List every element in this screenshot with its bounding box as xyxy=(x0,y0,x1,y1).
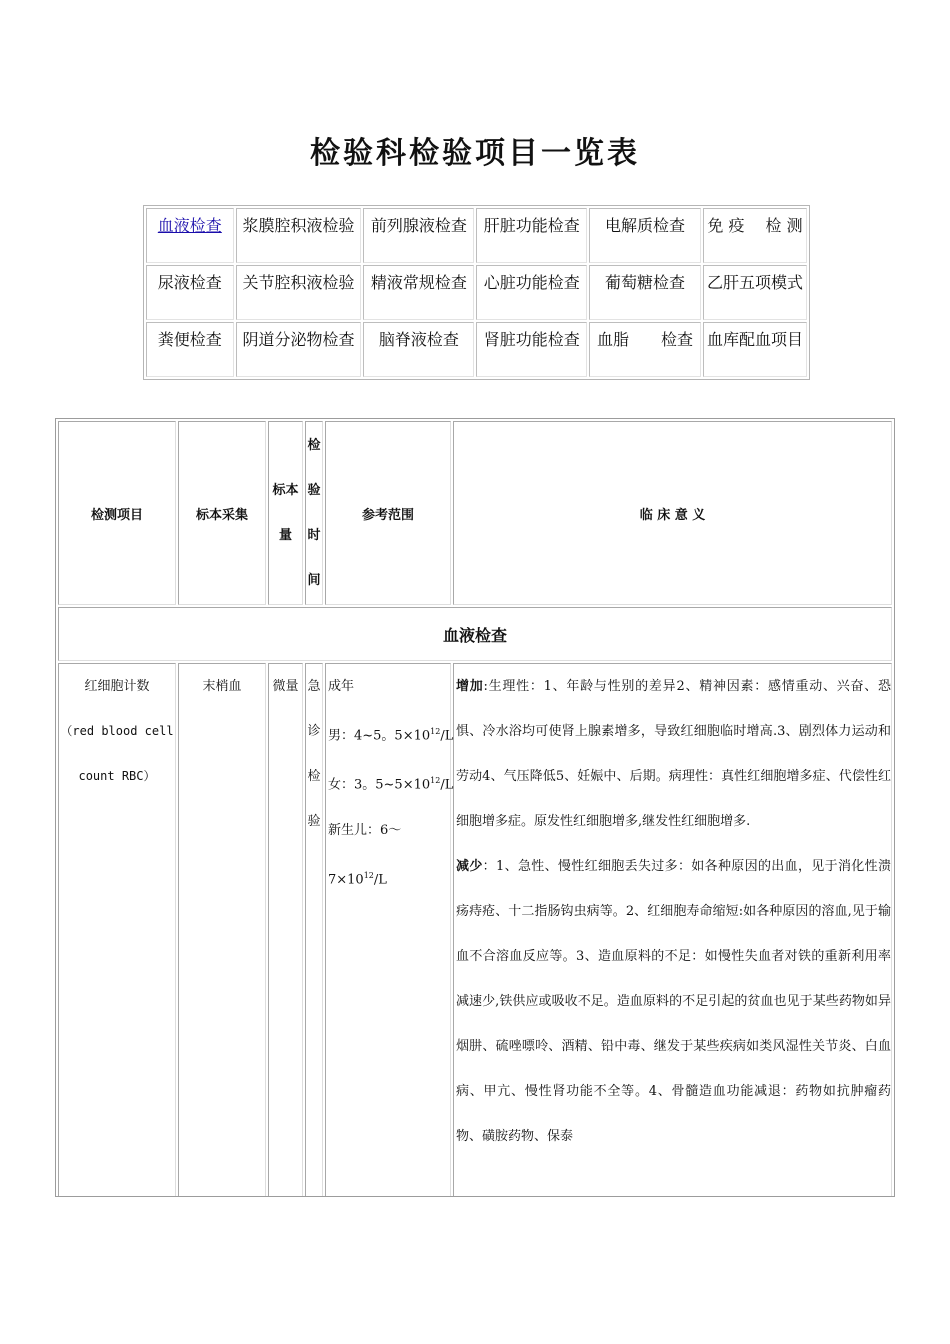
ref-newborn xyxy=(328,853,450,902)
header-qty xyxy=(268,421,303,605)
item-name-en: count RBC） xyxy=(78,769,156,783)
test-items-table xyxy=(55,418,895,1197)
index-cell: 肾脏功能检查 xyxy=(476,322,587,377)
header-item: 检测项目 xyxy=(58,421,176,605)
table-row xyxy=(58,663,892,1197)
clinical-decrease xyxy=(456,844,891,1159)
index-cell: 脑脊液检查 xyxy=(363,322,474,377)
header-time-char: 间 xyxy=(307,573,321,588)
increase-text: :生理性：1、年龄与性别的差异2、精神因素：感情重动、兴奋、恐惧、冷水浴均可使肾上腺素增多，导致红细胞临时增高.3、剧烈体力运动和劳动4、气压降低5、妊娠中、后期。病理性：真性红细胞增多症、代偿性红细胞增多症。原发性红细胞增多,继发性红细胞增多. xyxy=(456,679,891,829)
index-cell: 尿液检查 xyxy=(146,265,234,320)
index-cell: 前列腺液检查 xyxy=(363,208,474,263)
index-cell: 肝脏功能检查 xyxy=(476,208,587,263)
header-row xyxy=(58,421,892,605)
increase-label: 增加 xyxy=(456,679,484,694)
index-cell[interactable] xyxy=(146,208,234,263)
ref-adult: 成年 xyxy=(328,679,355,694)
item-name: 红细胞计数 xyxy=(84,679,150,694)
header-clinical: 临 床 意 义 xyxy=(453,421,892,605)
item-name-cell xyxy=(58,663,176,1197)
index-cell: 阴道分泌物检查 xyxy=(236,322,362,377)
header-time-char: 验 xyxy=(307,483,321,498)
time-char: 诊 xyxy=(307,724,321,739)
section-title: 血液检查 xyxy=(58,607,892,661)
header-time xyxy=(305,421,323,605)
time-char: 检 xyxy=(307,769,321,784)
index-cell: 乙肝五项模式 xyxy=(703,265,807,320)
index-cell: 浆膜腔积液检验 xyxy=(236,208,362,263)
index-cell: 血库配血项目 xyxy=(703,322,807,377)
header-time-char: 时 xyxy=(307,528,321,543)
ref-unit: /L xyxy=(440,777,454,793)
time-cell xyxy=(305,663,323,1197)
ref-value: 7×10 xyxy=(328,871,364,887)
header-time-char: 检 xyxy=(307,438,321,453)
index-cell: 电解质检查 xyxy=(589,208,701,263)
index-row xyxy=(146,322,807,377)
ref-exponent: 12 xyxy=(430,727,441,736)
index-cell: 关节腔积液检验 xyxy=(236,265,362,320)
ref-value: 男：4~5。5×10 xyxy=(328,728,431,744)
clinical-significance-cell xyxy=(453,663,892,1197)
ref-exponent: 12 xyxy=(363,870,374,880)
page-title: 检验科检验项目一览表 xyxy=(310,136,640,171)
index-cell: 精液常规检查 xyxy=(363,265,474,320)
index-cell: 粪便检查 xyxy=(146,322,234,377)
index-row xyxy=(146,265,807,320)
header-range: 参考范围 xyxy=(325,421,451,605)
index-table xyxy=(143,205,810,380)
index-row xyxy=(146,208,807,263)
header-qty-line: 量 xyxy=(278,528,292,543)
index-cell: 葡萄糖检查 xyxy=(589,265,701,320)
reference-range-cell xyxy=(325,663,454,1197)
ref-newborn: 新生儿：6～ xyxy=(328,822,402,838)
ref-male xyxy=(328,709,454,758)
sample-cell: 末梢血 xyxy=(178,663,266,1197)
header-collect: 标本采集 xyxy=(178,421,266,605)
ref-female xyxy=(328,758,454,807)
index-cell: 心脏功能检查 xyxy=(476,265,587,320)
item-name-en: （red blood cell xyxy=(60,724,174,738)
decrease-label: 减少 xyxy=(456,859,483,874)
index-cell: 血脂 检查 xyxy=(589,322,701,377)
ref-unit: /L xyxy=(440,728,454,744)
qty-cell: 微量 xyxy=(268,663,303,1197)
ref-exponent: 12 xyxy=(430,776,441,786)
clinical-increase xyxy=(456,664,891,844)
decrease-text: ：1、急性、慢性红细胞丢失过多：如各种原因的出血，见于消化性溃疡痔疮、十二指肠钩虫病等。2、红细胞寿命缩短:如各种原因的溶血,见于输血不合溶血反应等。3、造血原料的不足：如慢性失血者对铁的重新利用率减速少,铁供应或吸收不足。造血原料的不足引起的贫血也见于某些药物如异烟肼、硫唑嘌呤、酒精、铅中毒、继发于某些疾病如类风湿性关节炎、白血病、甲亢、慢性肾功能不全等。4、骨髓造血功能减退：药物如抗肿瘤药物、磺胺药物、保泰 xyxy=(456,859,891,1144)
ref-value: 女：3。5~5×10 xyxy=(328,777,431,793)
index-cell: 免 疫 检 测 xyxy=(703,208,807,263)
section-row xyxy=(58,607,892,661)
time-char: 急 xyxy=(307,679,321,694)
ref-unit: /L xyxy=(373,871,387,887)
index-link-blood[interactable]: 血液检查 xyxy=(157,216,222,235)
time-char: 验 xyxy=(307,814,321,829)
header-qty-line: 标本 xyxy=(272,483,299,498)
